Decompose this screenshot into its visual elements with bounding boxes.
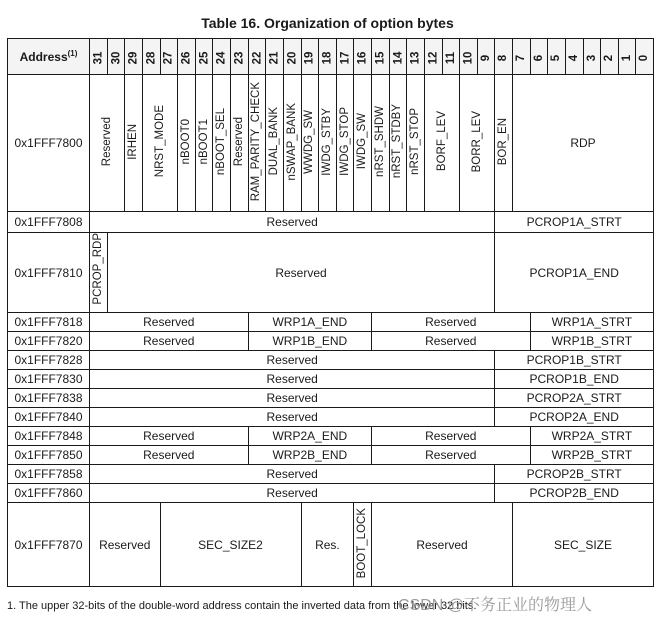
field-cell: RDP — [513, 75, 654, 212]
field-cell: PCROP2A_STRT — [495, 389, 654, 408]
table-row — [8, 446, 654, 465]
field-cell: PCROP2B_STRT — [495, 465, 654, 484]
field-cell: Reserved — [90, 75, 125, 212]
field-cell: Reserved — [372, 446, 531, 465]
bit-header: 15 — [372, 39, 390, 75]
field-cell: DUAL_BANK — [266, 75, 284, 212]
bit-header: 17 — [336, 39, 354, 75]
field-cell: Reserved — [231, 75, 249, 212]
field-cell: PCROP1B_STRT — [495, 351, 654, 370]
field-cell: SEC_SIZE2 — [160, 503, 301, 587]
bit-header: 7 — [513, 39, 531, 75]
address-header: Address$^{(1)}$ — [8, 39, 90, 75]
bit-header: 4 — [565, 39, 583, 75]
option-bytes-table — [7, 38, 654, 587]
field-cell: nRST_SHDW — [372, 75, 390, 212]
watermark-text: CSDN @不务正业的物理人 — [398, 597, 593, 614]
bit-header: 22 — [248, 39, 266, 75]
address-cell: 0x1FFF7848 — [8, 427, 90, 446]
address-cell: 0x1FFF7810 — [8, 233, 90, 313]
field-cell: Reserved — [90, 212, 495, 233]
field-cell: PCROP1B_END — [495, 370, 654, 389]
field-cell: IRHEN — [125, 75, 143, 212]
field-cell: WRP1A_END — [248, 313, 371, 332]
table-row — [8, 212, 654, 233]
bit-header: 25 — [195, 39, 213, 75]
field-cell: Reserved — [90, 370, 495, 389]
field-cell: RAM_PARITY_CHECK — [248, 75, 266, 212]
bit-header: 14 — [389, 39, 407, 75]
field-cell: PCROP_RDP — [90, 233, 108, 313]
bit-header: 23 — [231, 39, 249, 75]
table-row — [8, 233, 654, 313]
address-cell: 0x1FFF7860 — [8, 484, 90, 503]
field-cell: SEC_SIZE — [513, 503, 654, 587]
footnote: 1. The upper 32-bits of the double-word address contain the inverted data from the lower 32 bits. — [7, 600, 477, 612]
field-cell: WWDG_SW — [301, 75, 319, 212]
bit-header: 9 — [477, 39, 495, 75]
field-cell: NRST_MODE — [142, 75, 177, 212]
field-cell: nBOOT1 — [195, 75, 213, 212]
bit-header: 26 — [178, 39, 196, 75]
bit-header: 12 — [424, 39, 442, 75]
header-row — [8, 39, 654, 75]
field-cell: WRP2B_END — [248, 446, 371, 465]
table-row — [8, 75, 654, 212]
table-row — [8, 370, 654, 389]
field-cell: Reserved — [372, 503, 513, 587]
address-cell: 0x1FFF7840 — [8, 408, 90, 427]
field-cell: Reserved — [90, 427, 249, 446]
address-cell: 0x1FFF7808 — [8, 212, 90, 233]
table-title: Table 16. Organization of option bytes — [201, 15, 454, 31]
field-cell: Reserved — [90, 351, 495, 370]
table-row — [8, 389, 654, 408]
field-cell: Reserved — [90, 408, 495, 427]
address-cell: 0x1FFF7838 — [8, 389, 90, 408]
field-cell: Reserved — [90, 465, 495, 484]
field-cell: nSWAP_BANK — [283, 75, 301, 212]
field-cell: PCROP2A_END — [495, 408, 654, 427]
field-cell: IWDG_STBY — [319, 75, 337, 212]
field-cell: Reserved — [107, 233, 495, 313]
field-cell: Reserved — [372, 313, 531, 332]
field-cell: BOR_EN — [495, 75, 513, 212]
table-row — [8, 465, 654, 484]
address-cell: 0x1FFF7850 — [8, 446, 90, 465]
table-row — [8, 351, 654, 370]
field-cell: PCROP2B_END — [495, 484, 654, 503]
table-row — [8, 332, 654, 351]
bit-header: 11 — [442, 39, 460, 75]
field-cell: PCROP1A_END — [495, 233, 654, 313]
bit-header: 6 — [530, 39, 548, 75]
bit-header: 29 — [125, 39, 143, 75]
field-cell: nRST_STOP — [407, 75, 425, 212]
field-cell: Reserved — [90, 484, 495, 503]
bit-header: 20 — [283, 39, 301, 75]
field-cell: BORF_LEV — [424, 75, 459, 212]
bit-header: 8 — [495, 39, 513, 75]
bit-header: 31 — [90, 39, 108, 75]
field-cell: WRP2B_STRT — [530, 446, 653, 465]
bit-header: 1 — [618, 39, 636, 75]
table-row — [8, 503, 654, 587]
table-row — [8, 484, 654, 503]
field-cell: nRST_STDBY — [389, 75, 407, 212]
table-row — [8, 427, 654, 446]
bit-header: 16 — [354, 39, 372, 75]
address-cell: 0x1FFF7828 — [8, 351, 90, 370]
bit-header: 0 — [636, 39, 654, 75]
field-cell: Reserved — [90, 446, 249, 465]
field-cell: WRP1A_STRT — [530, 313, 653, 332]
bit-header: 24 — [213, 39, 231, 75]
bit-header: 10 — [460, 39, 478, 75]
bit-header: 27 — [160, 39, 178, 75]
field-cell: nBOOT_SEL — [213, 75, 231, 212]
bit-header: 2 — [601, 39, 619, 75]
bit-header: 18 — [319, 39, 337, 75]
address-cell: 0x1FFF7818 — [8, 313, 90, 332]
bit-header: 21 — [266, 39, 284, 75]
table-row — [8, 313, 654, 332]
field-cell: Reserved — [90, 503, 161, 587]
table-row — [8, 408, 654, 427]
field-cell: IWDG_STOP — [336, 75, 354, 212]
field-cell: Res. — [301, 503, 354, 587]
field-cell: WRP2A_STRT — [530, 427, 653, 446]
address-cell: 0x1FFF7870 — [8, 503, 90, 587]
bit-header: 30 — [107, 39, 125, 75]
bit-header: 13 — [407, 39, 425, 75]
field-cell: BORR_LEV — [460, 75, 495, 212]
bit-header: 28 — [142, 39, 160, 75]
bit-header: 3 — [583, 39, 601, 75]
bit-header: 19 — [301, 39, 319, 75]
field-cell: BOOT_LOCK — [354, 503, 372, 587]
address-cell: 0x1FFF7820 — [8, 332, 90, 351]
field-cell: Reserved — [90, 389, 495, 408]
field-cell: Reserved — [372, 427, 531, 446]
field-cell: Reserved — [90, 332, 249, 351]
field-cell: WRP1B_STRT — [530, 332, 653, 351]
address-cell: 0x1FFF7830 — [8, 370, 90, 389]
field-cell: nBOOT0 — [178, 75, 196, 212]
field-cell: PCROP1A_STRT — [495, 212, 654, 233]
field-cell: WRP1B_END — [248, 332, 371, 351]
field-cell: Reserved — [372, 332, 531, 351]
bit-header: 5 — [548, 39, 566, 75]
field-cell: IWDG_SW — [354, 75, 372, 212]
field-cell: WRP2A_END — [248, 427, 371, 446]
address-cell: 0x1FFF7858 — [8, 465, 90, 484]
address-cell: 0x1FFF7800 — [8, 75, 90, 212]
field-cell: Reserved — [90, 313, 249, 332]
